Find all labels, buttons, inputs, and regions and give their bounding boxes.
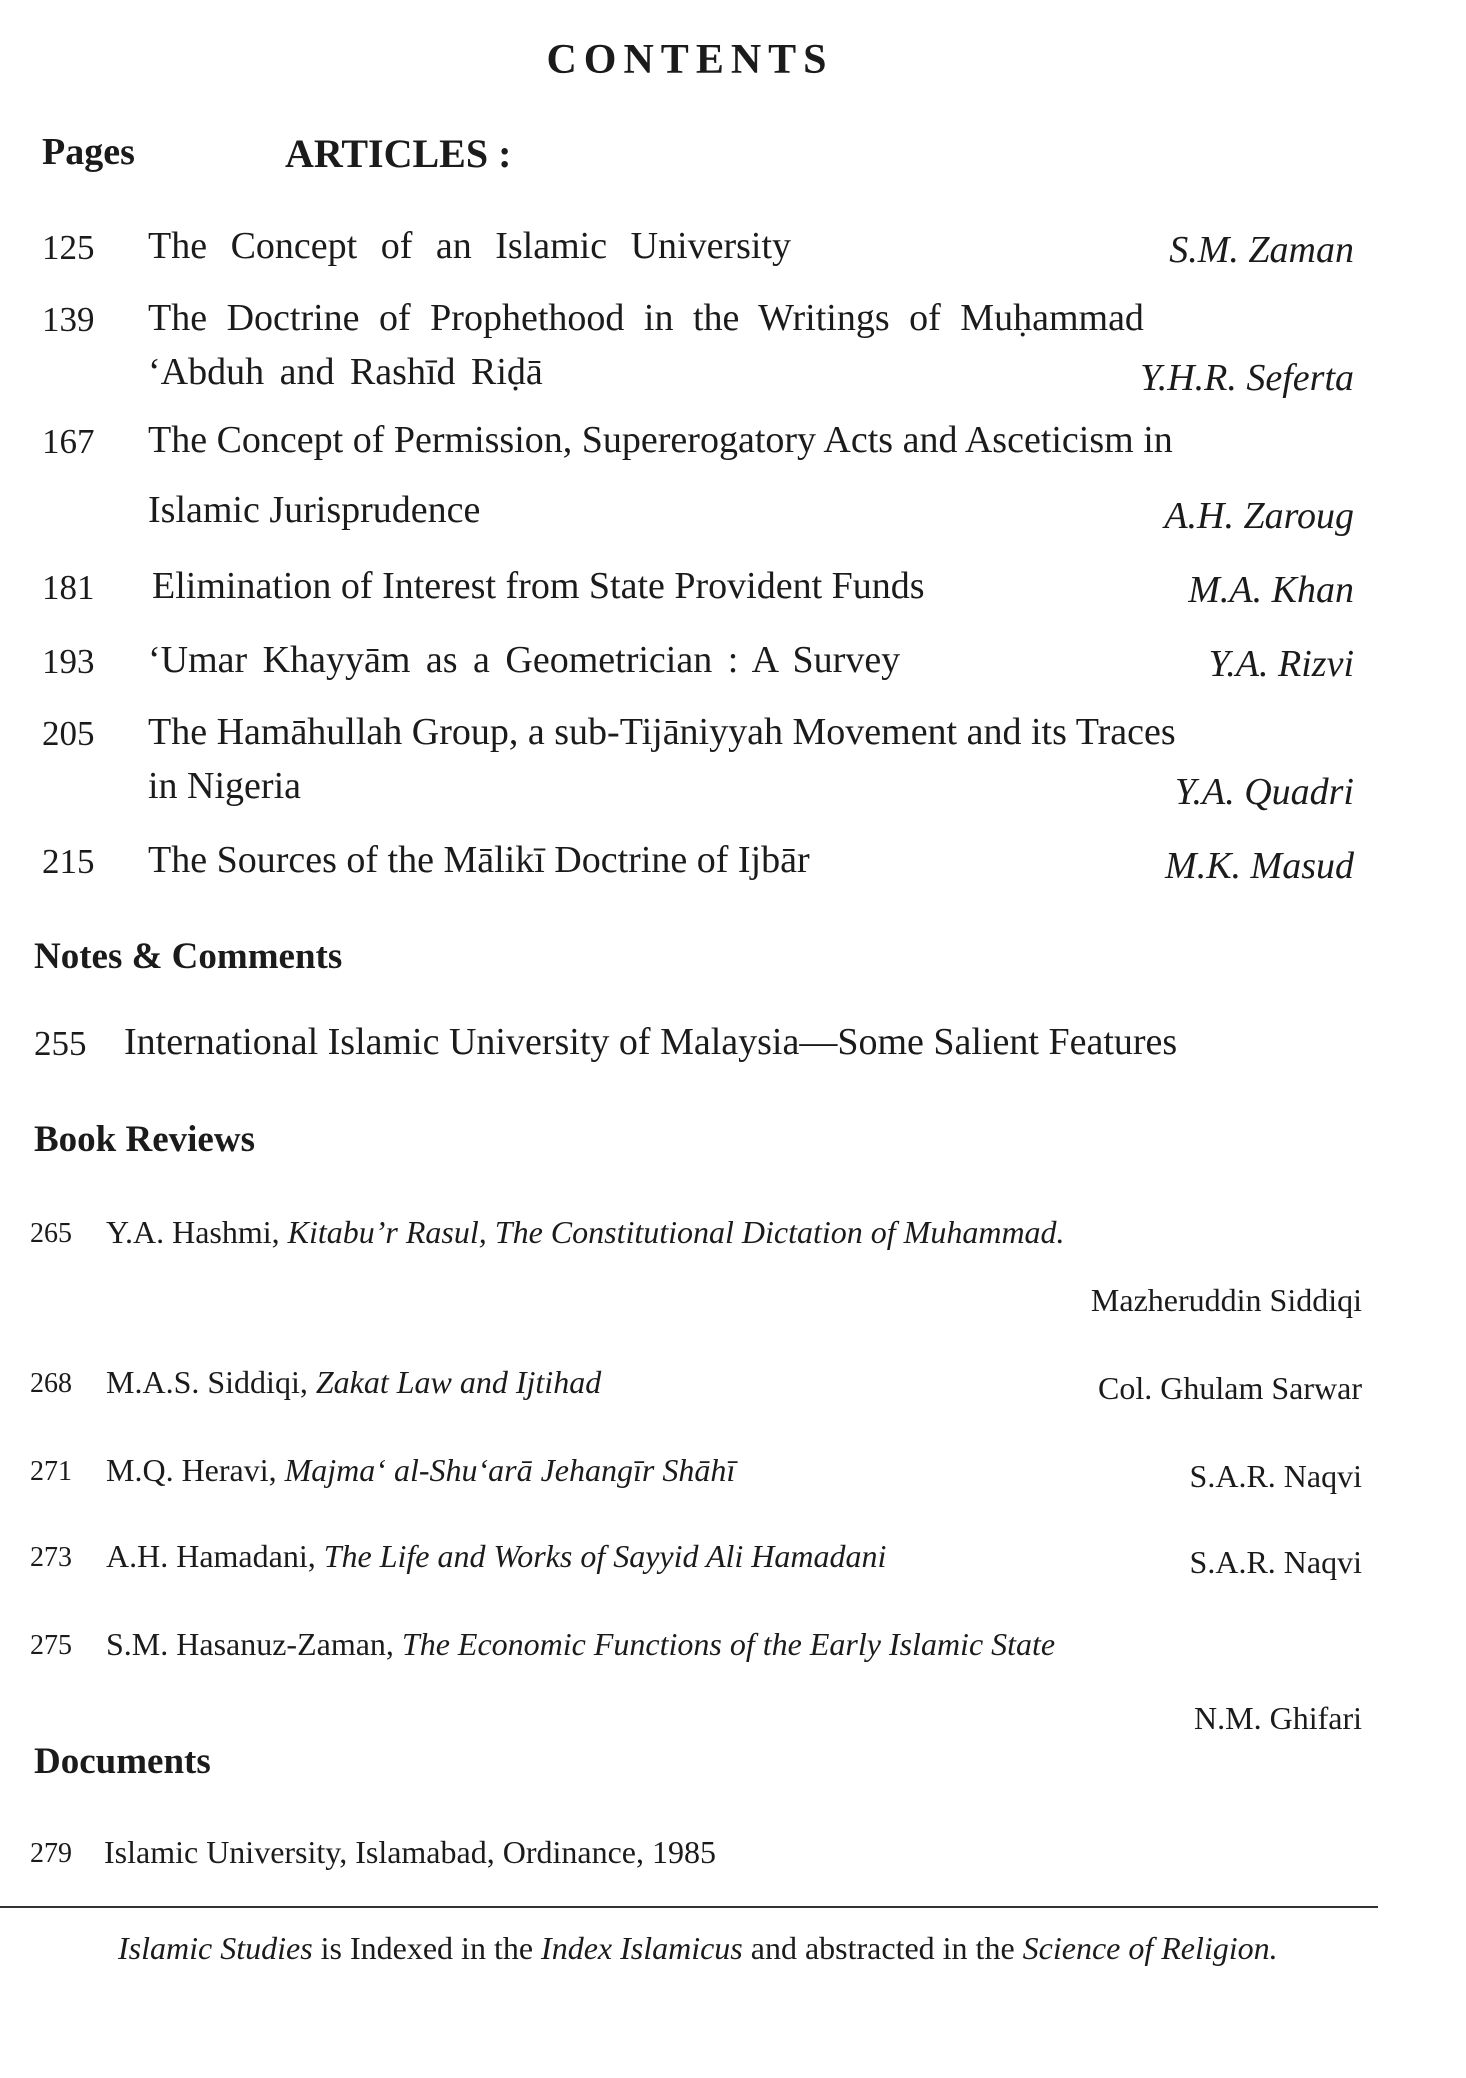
reviewer: Mazheruddin Siddiqi bbox=[1090, 1282, 1362, 1318]
article-author: A.H. Zaroug bbox=[1164, 495, 1354, 537]
article-page-number: 215 bbox=[42, 842, 95, 881]
note-end: . bbox=[1269, 1930, 1278, 1966]
index-name: Index Islamicus bbox=[541, 1930, 743, 1966]
article-title: Elimination of Interest from State Provident Funds bbox=[152, 565, 925, 607]
review-book-title: The Life and Works of Sayyid Ali Hamadani bbox=[323, 1538, 887, 1574]
article-title: The Hamāhullah Group, a sub-Tijāniyyah Movement and its Traces bbox=[148, 711, 1176, 753]
review-page-number: 265 bbox=[30, 1218, 72, 1249]
article-title: ‘Umar Khayyām as a Geometrician : A Survey bbox=[148, 639, 901, 681]
pages-column-header: Pages bbox=[42, 131, 135, 173]
review-page-number: 271 bbox=[30, 1456, 72, 1487]
review-book-author: S.M. Hasanuz-Zaman, bbox=[106, 1626, 394, 1662]
review-book-title: The Economic Functions of the Early Islamic State bbox=[401, 1626, 1056, 1662]
reviewer: N.M. Ghifari bbox=[1194, 1700, 1362, 1736]
article-title: The Concept of an Islamic University bbox=[148, 225, 792, 267]
article-author: Y.A. Quadri bbox=[1174, 771, 1354, 813]
article-page-number: 139 bbox=[42, 300, 95, 339]
article-page-number: 205 bbox=[42, 714, 95, 753]
review-book-author: M.A.S. Siddiqi, bbox=[106, 1364, 308, 1400]
review-page-number: 268 bbox=[30, 1368, 72, 1399]
article-page-number: 181 bbox=[42, 568, 95, 607]
review-book-title: Kitabu’r Rasul, The Constitutional Dictation of Muhammad. bbox=[287, 1214, 1065, 1250]
article-title-continued: ‘Abduh and Rashīd Riḍā bbox=[148, 351, 543, 393]
article-author: Y.H.R. Seferta bbox=[1140, 357, 1354, 399]
indexing-note bbox=[118, 1918, 1358, 1979]
review-book-author: A.H. Hamadani, bbox=[106, 1538, 316, 1574]
review-book bbox=[106, 1364, 601, 1401]
article-page-number: 125 bbox=[42, 228, 95, 267]
article-title: The Sources of the Mālikī Doctrine of Ijbār bbox=[148, 839, 810, 881]
review-page-number: 275 bbox=[30, 1630, 72, 1661]
page-title: CONTENTS bbox=[546, 37, 834, 83]
article-page-number: 167 bbox=[42, 422, 95, 461]
footer-divider bbox=[0, 1906, 1378, 1908]
review-book bbox=[106, 1214, 1065, 1251]
notes-heading: Notes & Comments bbox=[34, 936, 343, 977]
review-book bbox=[106, 1452, 735, 1489]
article-page-number: 193 bbox=[42, 642, 95, 681]
review-book-author: M.Q. Heravi, bbox=[106, 1452, 277, 1488]
article-title-continued: Islamic Jurisprudence bbox=[148, 489, 481, 531]
review-book-title: Zakat Law and Ijtihad bbox=[315, 1364, 602, 1400]
abstracting-text: and abstracted in the bbox=[742, 1930, 1023, 1966]
article-title: The Concept of Permission, Supererogatory Acts and Asceticism in bbox=[148, 419, 1173, 461]
review-book-author: Y.A. Hashmi, bbox=[106, 1214, 280, 1250]
notes-title: International Islamic University of Malaysia—Some Salient Features bbox=[124, 1021, 1178, 1063]
review-book bbox=[106, 1626, 1055, 1663]
review-page-number: 273 bbox=[30, 1542, 72, 1573]
article-author: M.K. Masud bbox=[1165, 845, 1354, 887]
indexing-text: is Indexed in the bbox=[312, 1930, 542, 1966]
review-book-title: Majma‘ al-Shu‘arā Jehangīr Shāhī bbox=[284, 1452, 736, 1488]
review-book bbox=[106, 1538, 886, 1575]
journal-name: Islamic Studies bbox=[118, 1930, 313, 1966]
documents-heading: Documents bbox=[34, 1741, 211, 1782]
article-author: M.A. Khan bbox=[1188, 569, 1354, 611]
article-title: The Doctrine of Prophethood in the Writings of Muḥammad bbox=[148, 297, 1144, 339]
reviews-heading: Book Reviews bbox=[34, 1119, 255, 1160]
reviewer: S.A.R. Naqvi bbox=[1189, 1458, 1362, 1494]
document-title: Islamic University, Islamabad, Ordinance, 1985 bbox=[104, 1834, 716, 1870]
abstract-name: Science of Religion bbox=[1022, 1930, 1270, 1966]
reviewer: Col. Ghulam Sarwar bbox=[1098, 1370, 1362, 1406]
article-author: Y.A. Rizvi bbox=[1208, 643, 1354, 685]
article-title-continued: in Nigeria bbox=[148, 765, 302, 807]
notes-page-number: 255 bbox=[34, 1024, 87, 1063]
article-author: S.M. Zaman bbox=[1169, 229, 1354, 271]
document-page-number: 279 bbox=[30, 1838, 72, 1869]
articles-heading: ARTICLES : bbox=[285, 131, 512, 176]
reviewer: S.A.R. Naqvi bbox=[1189, 1544, 1362, 1580]
